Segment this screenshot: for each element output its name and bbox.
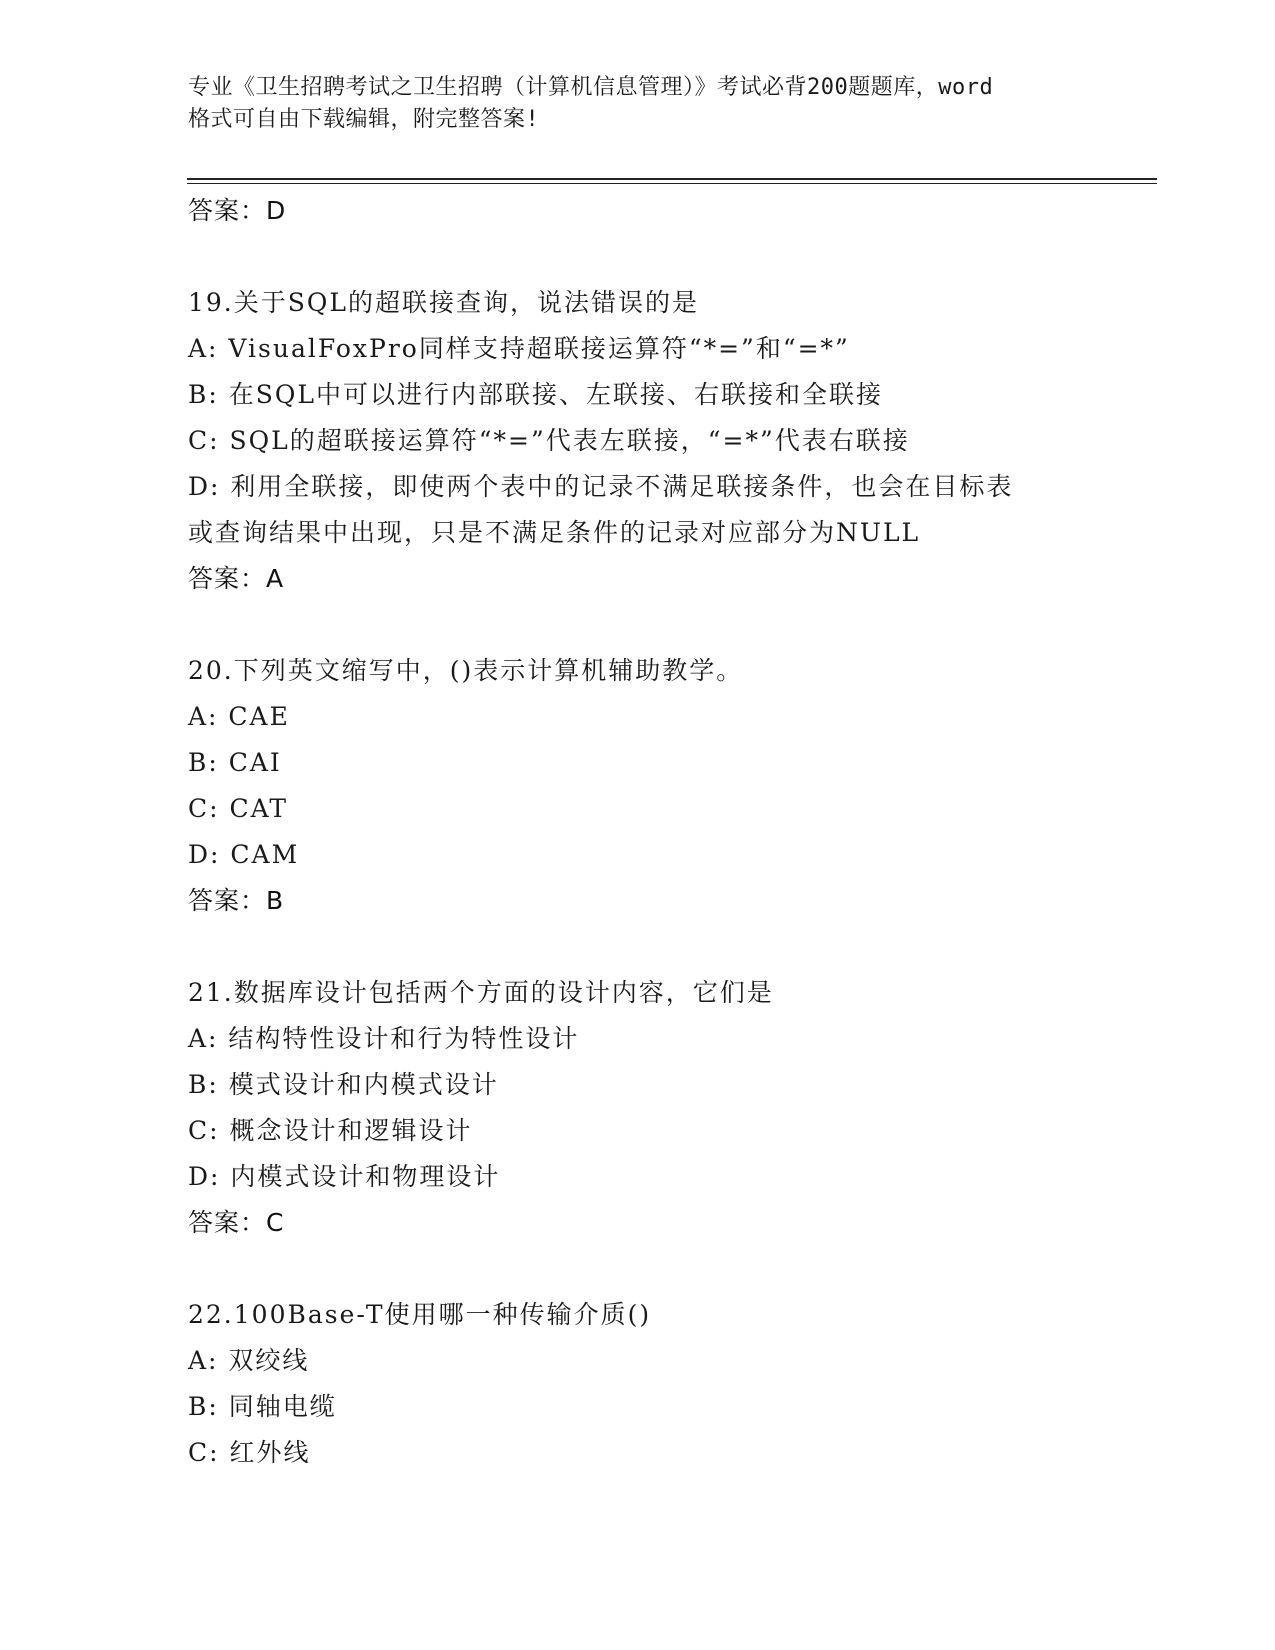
question-stem: 22.100Base-T使用哪一种传输介质() [188, 1300, 652, 1329]
option-a: A: VisualFoxPro同样支持超联接运算符“*=”和“=*” [188, 334, 850, 363]
document-header [188, 72, 1088, 136]
option-d-continued: 或查询结果中出现，只是不满足条件的记录对应部分为NULL [188, 518, 921, 547]
question-answer: 答案：B [188, 886, 285, 915]
option-a: A: 双绞线 [188, 1346, 310, 1375]
question-22 [188, 1292, 1148, 1476]
question-19 [188, 280, 1148, 602]
question-answer: 答案：C [188, 1208, 285, 1237]
question-stem: 21.数据库设计包括两个方面的设计内容，它们是 [188, 978, 774, 1007]
option-c: C: CAT [188, 794, 288, 823]
question-stem: 20.下列英文缩写中，()表示计算机辅助教学。 [188, 656, 744, 685]
header-title-line-2: 格式可自由下载编辑，附完整答案! [188, 107, 540, 132]
option-c: C: 概念设计和逻辑设计 [188, 1116, 473, 1145]
question-21 [188, 970, 1148, 1246]
header-divider-thick [187, 178, 1157, 180]
option-c: C: SQL的超联接运算符“*=”代表左联接，“=*”代表右联接 [188, 426, 910, 455]
option-b: B: CAI [188, 748, 282, 777]
question-answer: 答案：A [188, 564, 285, 593]
option-a: A: CAE [188, 702, 290, 731]
option-d: D: 利用全联接，即使两个表中的记录不满足联接条件，也会在目标表 [188, 472, 1014, 501]
question-content [188, 188, 1148, 1476]
option-d: D: CAM [188, 840, 300, 869]
spacer [188, 924, 1148, 970]
option-d: D: 内模式设计和物理设计 [188, 1162, 501, 1191]
previous-answer: 答案：D [188, 196, 287, 225]
header-divider-thin [187, 183, 1157, 184]
spacer [188, 1246, 1148, 1292]
question-stem: 19.关于SQL的超联接查询，说法错误的是 [188, 288, 699, 317]
option-b: B: 同轴电缆 [188, 1392, 337, 1421]
question-20 [188, 648, 1148, 924]
option-b: B: 模式设计和内模式设计 [188, 1070, 499, 1099]
option-c: C: 红外线 [188, 1438, 311, 1467]
spacer [188, 234, 1148, 280]
option-b: B: 在SQL中可以进行内部联接、左联接、右联接和全联接 [188, 380, 883, 409]
header-title-line-1: 专业《卫生招聘考试之卫生招聘（计算机信息管理）》考试必背200题题库，word [188, 75, 994, 100]
option-a: A: 结构特性设计和行为特性设计 [188, 1024, 580, 1053]
spacer [188, 602, 1148, 648]
